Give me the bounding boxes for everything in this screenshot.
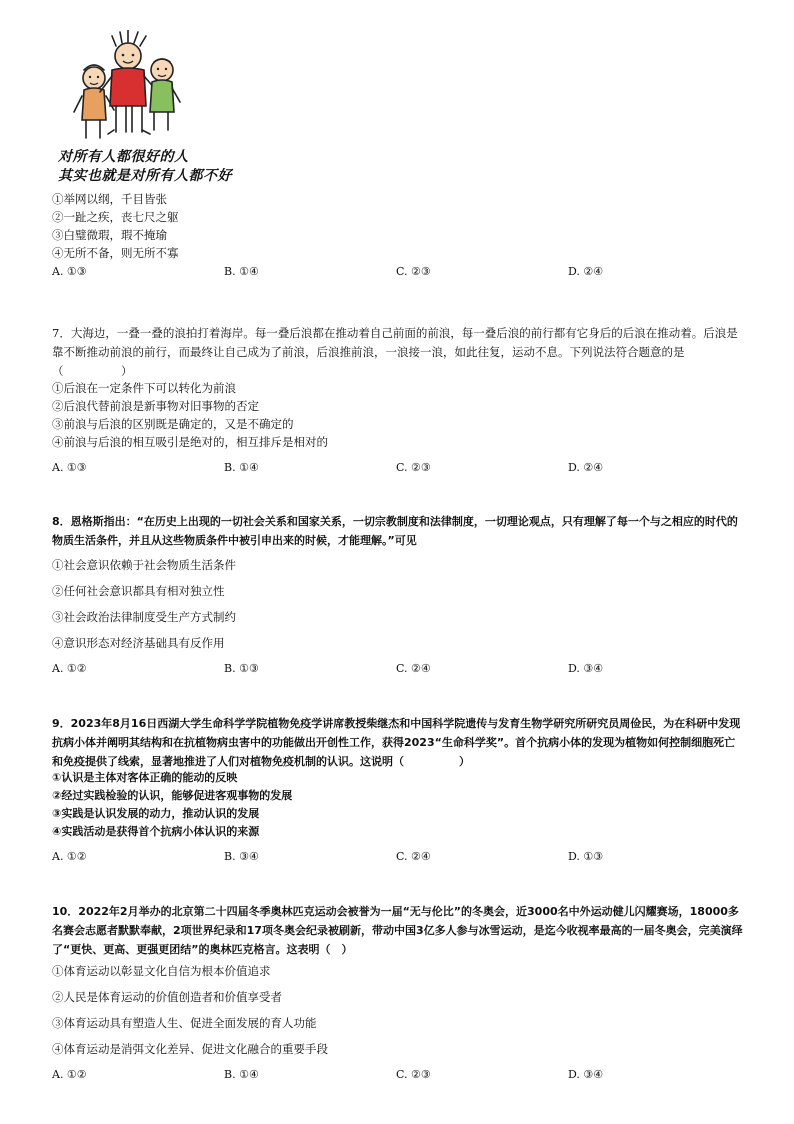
q9-choice-b[interactable]: B. ③④ xyxy=(224,850,259,863)
q9-option-1: ①认识是主体对客体正确的能动的反映 xyxy=(52,771,238,784)
q9-choice-a[interactable]: A. ①② xyxy=(52,850,87,863)
q7-choices xyxy=(52,461,752,477)
q8-choice-c[interactable]: C. ②④ xyxy=(396,662,431,675)
q6-option-3: ③白璧微瑕，瑕不掩瑜 xyxy=(52,228,167,242)
q7-choice-a[interactable]: A. ①③ xyxy=(52,461,87,474)
q9-choice-d[interactable]: D. ①③ xyxy=(568,850,604,863)
q7-choice-d[interactable]: D. ②④ xyxy=(568,461,604,474)
q9-choice-c[interactable]: C. ②④ xyxy=(396,850,431,863)
q10-option-3: ③体育运动具有塑造人生、促进全面发展的育人功能 xyxy=(52,1016,317,1030)
caption-line-1: 对所有人都很好的人 xyxy=(58,149,189,165)
q9-option-3: ③实践是认识发展的动力，推动认识的发展 xyxy=(52,807,260,820)
q7-stem: 7．大海边，一叠一叠的浪拍打着海岸。每一叠后浪都在推动着自己前面的前浪，每一叠后浪的前行都有它身后的后浪在推动着。后浪是靠不断推动前浪的前行，而最终让自己成为了前浪，后浪推前浪，一浪接一浪，如此往复，运动不息。下列说法符合题意的是（ ） xyxy=(52,326,738,378)
q10-choice-c[interactable]: C. ②③ xyxy=(396,1068,431,1081)
q8-choice-b[interactable]: B. ①③ xyxy=(224,662,259,675)
q10-choice-b[interactable]: B. ①④ xyxy=(224,1068,259,1081)
q10-choices xyxy=(52,1068,752,1084)
q10-stem: 10．2022年2月举办的北京第二十四届冬季奥林匹克运动会被誉为一届“无与伦比”的冬奥会，近3000名中外运动健儿闪耀赛场，18000多名赛会志愿者默默奉献，2项世界纪录和17项冬奥会纪录被刷新，带动中国3亿多人参与冰雪运动，是迄今收视率最高的一届冬奥会，完美演绎了“更快、更高、更强更团结”的奥林匹克格言。这表明（ ） xyxy=(52,905,743,956)
q6-option-4: ④无所不备，则无所不寡 xyxy=(52,246,179,260)
q10-choice-a[interactable]: A. ①② xyxy=(52,1068,87,1081)
q7-choice-c[interactable]: C. ②③ xyxy=(396,461,431,474)
q10-option-4: ④体育运动是消弭文化差异、促进文化融合的重要手段 xyxy=(52,1042,328,1056)
q8-stem: 8．恩格斯指出：“在历史上出现的一切社会关系和国家关系，一切宗教制度和法律制度，一切理论观点，只有理解了每一个与之相应的时代的物质生活条件，并且从这些物质条件中被引申出来的时候，才能理解。”可见 xyxy=(52,515,738,547)
q7-option-2: ②后浪代替前浪是新事物对旧事物的否定 xyxy=(52,399,259,413)
q6-choice-c[interactable]: C. ②③ xyxy=(396,265,431,278)
q6-choices xyxy=(52,265,752,281)
q6-choice-b[interactable]: B. ①④ xyxy=(224,265,259,278)
q6-choice-a[interactable]: A. ①③ xyxy=(52,265,87,278)
q8-option-1: ①社会意识依赖于社会物质生活条件 xyxy=(52,558,236,572)
q8-option-4: ④意识形态对经济基础具有反作用 xyxy=(52,636,225,650)
q6-choice-d[interactable]: D. ②④ xyxy=(568,265,604,278)
q8-choices xyxy=(52,662,752,678)
q10-choice-d[interactable]: D. ③④ xyxy=(568,1068,604,1081)
q6-option-2: ②一趾之疾，丧七尺之躯 xyxy=(52,210,179,224)
q8-option-2: ②任何社会意识都具有相对独立性 xyxy=(52,584,225,598)
q8-option-3: ③社会政治法律制度受生产方式制约 xyxy=(52,610,236,624)
q7-option-1: ①后浪在一定条件下可以转化为前浪 xyxy=(52,381,236,395)
q8-choice-a[interactable]: A. ①② xyxy=(52,662,87,675)
q7-option-3: ③前浪与后浪的区别既是确定的，又是不确定的 xyxy=(52,417,294,431)
q6-option-1: ①举网以纲，千目皆张 xyxy=(52,192,167,206)
q9-stem: 9．2023年8月16日西湖大学生命科学学院植物免疫学讲席教授柴继杰和中国科学院遗传与发育生物学研究所研究员周俭民，为在科研中发现抗病小体并阐明其结构和在抗植物病虫害中的功能做出开创性工作，获得2023“生命科学奖”。首个抗病小体的发现为植物如何控制细胞死亡和免疫提供了线索，显著地推进了人们对植物免疫机制的认识。这说明（ ） xyxy=(52,717,741,768)
q9-option-2: ②经过实践检验的认识，能够促进客观事物的发展 xyxy=(52,789,293,802)
q7-option-4: ④前浪与后浪的相互吸引是绝对的，相互排斥是相对的 xyxy=(52,435,328,449)
q7-choice-b[interactable]: B. ①④ xyxy=(224,461,259,474)
q10-option-1: ①体育运动以彰显文化自信为根本价值追求 xyxy=(52,964,271,978)
q10-option-2: ②人民是体育运动的价值创造者和价值享受者 xyxy=(52,990,282,1004)
q8-choice-d[interactable]: D. ③④ xyxy=(568,662,604,675)
caption-line-2: 其实也就是对所有人都不好 xyxy=(58,168,232,184)
q9-choices xyxy=(52,850,752,866)
cartoon-caption xyxy=(58,148,232,186)
q9-option-4: ④实践活动是获得首个抗病小体认识的来源 xyxy=(52,825,260,838)
